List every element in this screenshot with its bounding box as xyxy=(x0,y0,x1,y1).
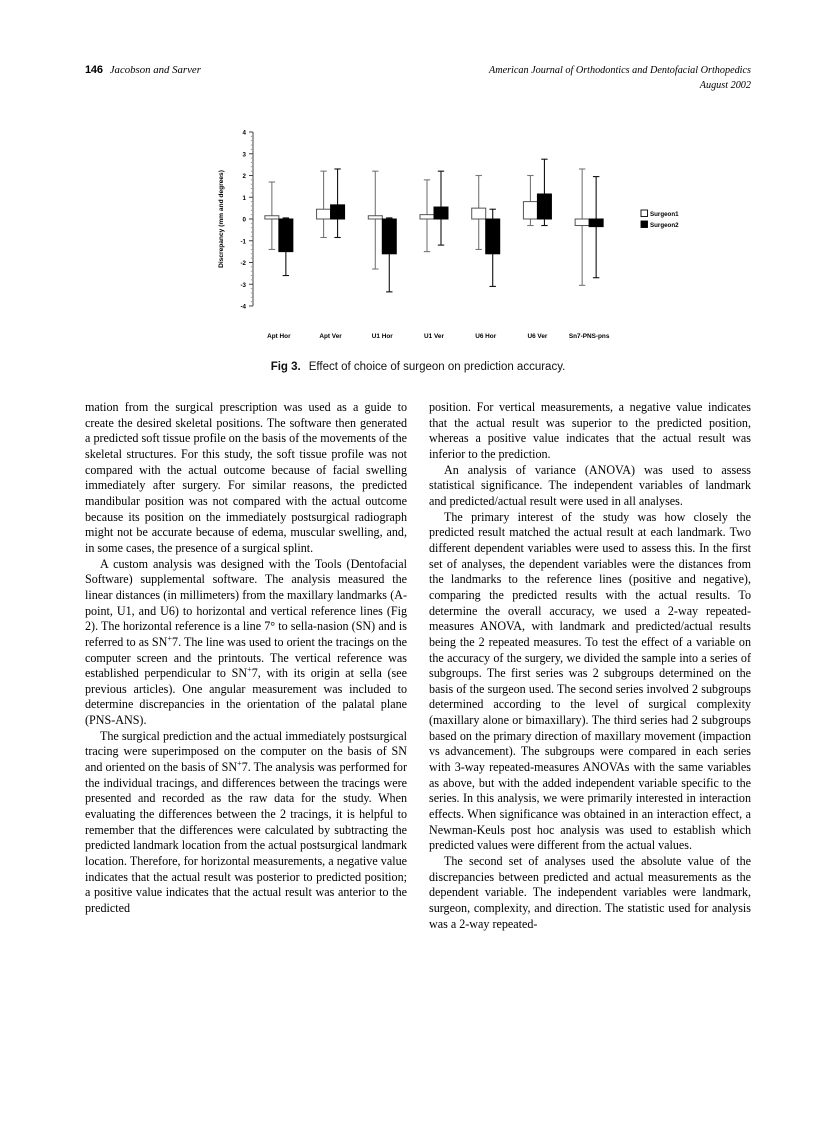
grouped-bar-chart xyxy=(85,118,751,353)
bar xyxy=(420,215,434,219)
legend-label: Surgeon2 xyxy=(650,222,679,229)
x-axis-category-label: Sn7-PNS-pns xyxy=(568,333,610,340)
running-head xyxy=(85,64,751,94)
bar xyxy=(331,205,345,219)
bar xyxy=(434,207,448,219)
bar-group xyxy=(523,159,551,225)
x-axis-category-label: Apt Hor xyxy=(267,333,291,340)
y-axis-tick-label: -3 xyxy=(240,281,246,289)
y-axis-tick-label: 0 xyxy=(242,216,246,224)
y-axis-tick-label: -2 xyxy=(240,260,246,268)
y-axis-title: Discrepancy (mm and degrees) xyxy=(218,170,225,268)
right-column xyxy=(429,400,751,932)
bar xyxy=(575,219,589,226)
body-columns xyxy=(85,400,751,932)
bar-group xyxy=(265,182,293,276)
figure-label: Fig 3. xyxy=(270,361,301,373)
bar-group xyxy=(420,171,448,251)
bar-group xyxy=(472,176,500,287)
running-head-authors: Jacobson and Sarver xyxy=(109,64,201,76)
left-column xyxy=(85,400,407,932)
bar-group xyxy=(368,171,396,292)
running-head-right xyxy=(489,64,751,94)
paragraph: position. For vertical measurements, a negative value indicates that the actual result was superior to the predicted position, whereas a positive value indicates that the actual result was inferior to the prediction. xyxy=(429,400,751,461)
x-axis-category-label: U1 Hor xyxy=(371,333,393,340)
bar xyxy=(486,219,500,254)
y-axis-tick-label: 2 xyxy=(242,173,246,181)
bar xyxy=(472,208,486,219)
bar-group xyxy=(575,169,603,285)
paragraph: mation from the surgical prescription was used as a guide to create the desired skeletal positions. The software then generated a predicted soft tissue profile on the basis of the movements of the skeletal structures. For this study, the soft tissue profile was not compared with the actual outcome because of facial swelling immediately after surgery. For similar reasons, the predicted mandibular position was not compared with the actual outcome because its position on the immediately postsurgical radiograph might not be accurate because of edema, muscular swelling, and, in some cases, the presence of a surgical splint. xyxy=(85,400,407,555)
y-axis-tick-label: 1 xyxy=(242,194,246,202)
paragraph: A custom analysis was designed with the Tools (Dentofacial Software) supplemental software. The analysis measured the linear distances (in millimeters) from the maxillary landmarks (A-point, U1, and U6) to horizontal and vertical reference lines (Fig 2). The horizontal reference is a line 7° to sella-nasion (SN) and is referred to as SN+7. The line was used to orient the tracings on the computer screen and the printouts. The vertical reference was established perpendicular to SN+7, with its origin at sella (see previous articles). One angular measurement was included to determine discrepancies in the orientation of the palatal plane (PNS-ANS). xyxy=(85,556,407,728)
bar xyxy=(368,216,382,219)
paragraph: The surgical prediction and the actual immediately postsurgical tracing were superimposed on the computer on the basis of SN and oriented on the basis of SN+7. The analysis was performed for the individual tracings, and differences between the tracings were presented and recorded as the raw data for the study. When evaluating the differences between the 2 tracings, it is helpful to remember that the differences were calculated by subtracting the predicted landmark location from the actual postsurgical landmark location. Therefore, for horizontal measurements, a negative value indicates that the actual result was posterior to predicted position; a positive value indicates that the actual result was anterior to the predicted xyxy=(85,728,407,915)
bar-group xyxy=(317,169,345,238)
figure-caption-text: Effect of choice of surgeon on prediction accuracy. xyxy=(308,361,566,373)
paragraph: The second set of analyses used the absolute value of the discrepancies between predicted and actual measurements as the dependent variable. The independent variables were landmark, surgeon, complexity, and direction. The statistic used for analysis was a 2-way repeated- xyxy=(429,854,751,931)
bar xyxy=(279,219,293,252)
running-head-left xyxy=(85,64,201,76)
journal-title: American Journal of Orthodontics and Dentofacial Orthopedics xyxy=(488,65,751,76)
legend-swatch xyxy=(641,221,648,228)
x-axis-category-label: U6 Hor xyxy=(475,333,497,340)
y-axis-tick-label: -4 xyxy=(240,303,246,311)
paragraph: An analysis of variance (ANOVA) was used to assess statistical significance. The independent variables of landmark and predicted/actual result were used in all analyses. xyxy=(429,462,751,508)
bar xyxy=(523,202,537,219)
y-axis-tick-label: 3 xyxy=(242,151,246,159)
bar xyxy=(382,219,396,254)
x-axis-category-label: Apt Ver xyxy=(319,333,342,340)
issue-date: August 2002 xyxy=(699,79,751,91)
chart-area xyxy=(85,118,751,353)
y-axis-tick-label: 4 xyxy=(242,129,246,137)
figure-caption xyxy=(85,361,751,373)
legend-label: Surgeon1 xyxy=(650,211,679,218)
bar xyxy=(317,209,331,219)
bar xyxy=(537,194,551,219)
bar xyxy=(265,216,279,219)
legend-swatch xyxy=(641,210,648,217)
x-axis-category-label: U6 Ver xyxy=(527,333,548,340)
page-number: 146 xyxy=(85,64,103,76)
paragraph: The primary interest of the study was how closely the predicted result matched the actual result at each landmark. Two different dependent variables were used to assess this. In the first set of analyses, the dependent variables were the distances from the landmarks to the reference lines (positive and negative), comparing the predicted results with the actual results. To determine the overall accuracy, we used a 2-way repeated-measures ANOVA, with landmark and predicted/actual results being the 2 repeated measures. To test the effect of a variable on the accuracy of the surgery, we divided the sample into a series of subgroups. The first series was 2 subgroups determined on the basis of the surgeon used. The second series involved 2 subgroups determined according to the level of surgical complexity (maxillary alone or bimaxillary). The third series had 2 subgroups based on the primary direction of maxillary movement (impaction vs advancement). The subgroups were compared in each series with 3-way repeated-measures ANOVAs with the same variables as above, but with the added independent variable specific to the series. In this analysis, we were primarily interested in interaction effects. When significance was obtained in an interaction effect, a Newman-Keuls post hoc analysis was used to establish which predicted values were different from the actual values. xyxy=(429,509,751,853)
y-axis-tick-label: -1 xyxy=(240,238,246,246)
x-axis-category-label: U1 Ver xyxy=(424,333,444,340)
bar xyxy=(589,219,603,227)
figure-3 xyxy=(85,118,751,353)
